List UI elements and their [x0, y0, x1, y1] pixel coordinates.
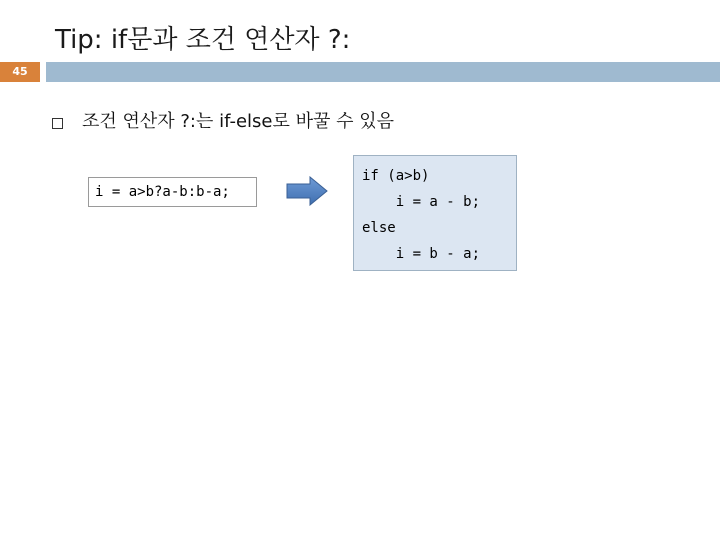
slide-title: Tip: if문과 조건 연산자 ?: — [55, 25, 351, 55]
header-bar — [46, 62, 720, 82]
code-line: if (a>b) — [362, 168, 430, 184]
if-else-code-box — [353, 155, 517, 271]
code-line: i = a - b; — [362, 194, 481, 210]
code-line: i = b - a; — [362, 246, 481, 262]
square-bullet-icon — [52, 118, 63, 129]
right-arrow-icon — [286, 176, 328, 206]
page-number-badge: 45 — [0, 62, 40, 82]
bullet-text: 조건 연산자 ?:는 if-else로 바꿀 수 있음 — [82, 111, 394, 132]
ternary-code-box: i = a>b?a-b:b-a; — [88, 177, 257, 207]
code-line: else — [362, 220, 396, 236]
